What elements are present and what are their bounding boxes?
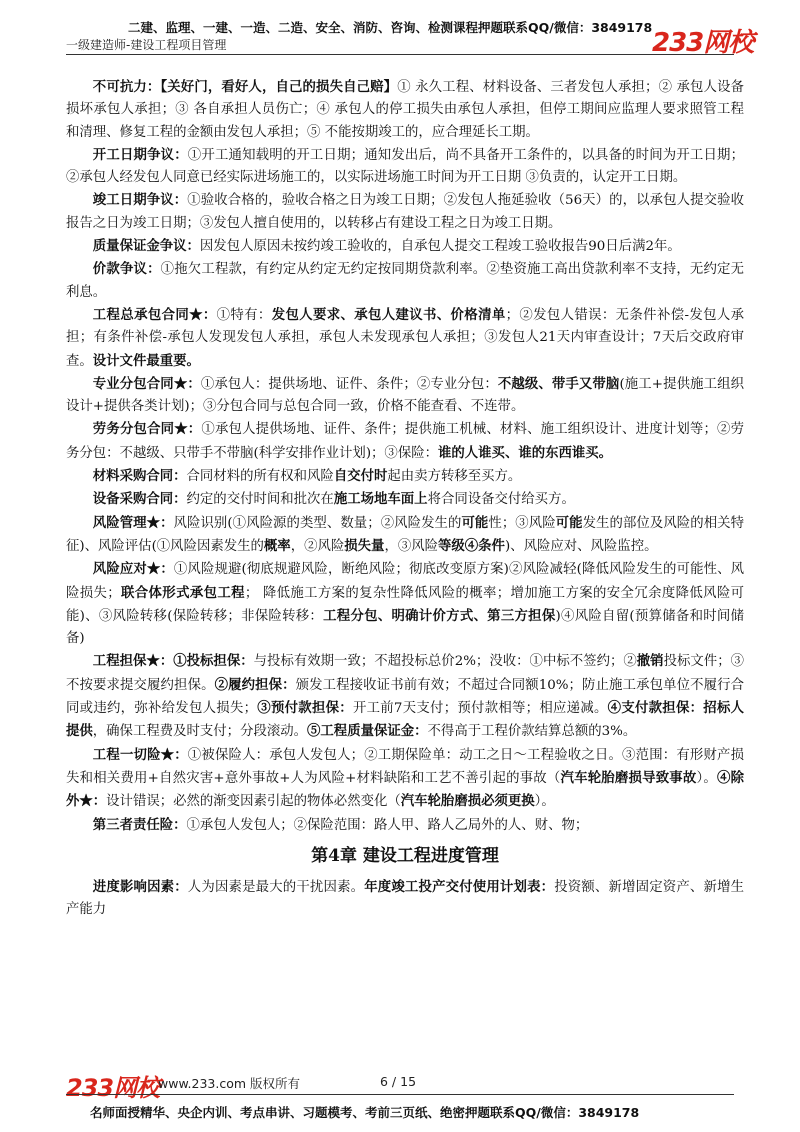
brand-logo[interactable]: 233网校 — [652, 28, 754, 58]
note-text: ①拖欠工程款，有约定从约定无约定按同期贷款利率。②垫资施工高出贷款利率不支持，无约定无利息。 — [66, 262, 745, 300]
key-term: 不越级、带手又带脑 — [497, 375, 620, 392]
note-text: ）。 — [696, 770, 717, 786]
note-text: 投资额、新增固定资产、新增生产能力 — [66, 879, 745, 918]
page-number: 6 / 15 — [380, 1074, 417, 1089]
key-term: ④支付款担保：招标人提供 — [66, 700, 745, 740]
note-text: 发生的部位及风险的相关特征)、风险评估(①风险因素发生的 — [66, 515, 745, 554]
note-paragraph — [66, 465, 744, 488]
footer-divider — [66, 1094, 734, 1095]
key-term: 可能 — [461, 514, 489, 531]
footer-site-copyright[interactable]: www.233.com 版权所有 — [158, 1076, 300, 1091]
note-text: ①承包人发包人；②保险范围：路人甲、路人乙局外的人、财、物； — [186, 817, 589, 833]
note-text: 人为因素是最大的干扰因素。 — [187, 879, 365, 895]
key-term: 进度影响因素： — [92, 878, 188, 895]
key-term: 【关好门，看好人，自己的损失自己赔】 — [160, 79, 398, 95]
note-text: 投标文件；③不按要求提交履约担保。 — [66, 654, 745, 693]
note-text: (施工+提供施工组织设计+提供各类计划)；③分包合同与总包合同一致，价格不能查看、不连带。 — [66, 376, 745, 415]
key-term: 工程一切险★： — [92, 746, 188, 763]
note-text: ①被保险人：承包人发包人；②工期保险单：动工之日～工程验收之日。③范围：有形财产损失和相关费用+自然灾害+意外事故+人为风险+材料缺陷和工艺不善引起的事故（ — [66, 747, 745, 786]
key-term: 开工日期争议： — [92, 146, 188, 163]
note-paragraph — [66, 235, 744, 258]
key-term: 工程分包、明确计价方式、第三方担保 — [323, 607, 556, 624]
key-term: 不可抗力： — [92, 79, 161, 95]
note-text: 约定的交付时间和批次在 — [186, 492, 334, 508]
note-paragraph — [66, 814, 744, 837]
note-text: 不得高于工程价款结算总额的3%。 — [427, 724, 637, 740]
key-term: 工程总承包合同★： — [92, 306, 217, 323]
note-text: )④风险自留(预算储备和时间储备) — [66, 608, 744, 647]
key-term: 材料采购合同： — [92, 468, 187, 485]
note-text: ①特有： — [216, 307, 272, 323]
note-paragraph — [66, 189, 744, 235]
note-text: ①验收合格的，验收合格之日 — [187, 193, 363, 209]
header-promo-text: 二建、监理、一建、一造、二造、安全、消防、咨询、检测课程押题联系QQ/微信：3849178 — [128, 20, 653, 35]
key-term: ①投标担保： — [173, 653, 254, 670]
key-term: ⑤工程质量保证金： — [307, 723, 428, 740]
key-term: 专业分包合同★： — [92, 375, 201, 392]
note-text: ，确保工程费及时支付；分段滚动。 — [92, 724, 308, 740]
note-text: 为竣工日期；②发包人拖延验收（56天）的，以承包人提交验收报告之日为竣工日期；③发包人擅自使用的，以转移占有建设工程之日为竣工日期。 — [66, 193, 744, 231]
note-paragraph — [66, 558, 744, 650]
key-term: 汽车轮胎磨损导致事故 — [560, 769, 697, 786]
key-term: 可能 — [555, 514, 583, 531]
note-text: ①风险规避(彻底规避风险，断绝风险；彻底改变原方案)②风险减轻(降低风险发生的可能性、风险损失； — [66, 562, 745, 601]
note-paragraph — [66, 512, 744, 559]
key-term: 施工场地车面上 — [333, 491, 428, 508]
key-term: 设计文件最重要。 — [92, 352, 200, 369]
key-term: 谁的人谁买、谁的东西谁买。 — [438, 444, 613, 461]
note-text: ；②发包人错误：无条件补偿-发包人承担；有条件补偿-承包人发现发包人承担，承包人未发现承包人承担；③发包人21天内审查设计；7天后交政府审查。 — [66, 307, 745, 369]
key-term: 价款争议： — [92, 261, 161, 278]
key-term: 联合体形式承包工程 — [120, 584, 245, 601]
key-term: 设备采购合同： — [92, 491, 187, 508]
key-term: 概率 — [263, 537, 291, 554]
note-text: ； 降低施工方案的复杂性降低风险的概率；增加施工方案的安全冗余度降低风险可能)、③风险转移(保险转移；非保险转移： — [66, 585, 745, 624]
key-term: 第三者责任险： — [92, 816, 187, 833]
document-body — [66, 76, 744, 921]
header-divider — [66, 54, 734, 55]
key-term: 年度竣工投产交付使用计划表： — [364, 878, 555, 895]
key-term: ②履约担保： — [214, 676, 296, 693]
note-paragraph — [66, 744, 744, 814]
key-term: 损失量 — [344, 537, 385, 554]
key-term: 撤销 — [636, 653, 664, 670]
note-text: 合同材料的所有权和风险 — [186, 469, 334, 485]
note-paragraph — [66, 650, 744, 743]
note-text: )、风险应对、风险监控。 — [504, 538, 658, 554]
note-text: 与投标有效期一致；不超投标总价2%；没收：①中标不签约；② — [253, 654, 637, 670]
note-text: ① 永久工程、材料设备、三者发包人承担；② 承包人设备损坏承包人承担；③ 各自承担人员伤亡；④ 承包人的停工损失由承包人承担，但停工期间应监理人要求照管工程和清理、修复工程的金额由发包人承担；⑤ 不能按期竣工的，应合理延长工期。 — [66, 80, 744, 140]
note-text: ①承包人：提供场地、证件、条件；②专业分包： — [200, 376, 498, 392]
key-term: 发包人要求、承包人建议书、价格清单 — [271, 306, 506, 323]
key-term: 劳务分包合同★： — [92, 421, 202, 438]
note-text: 将合同设备交付给买方。 — [427, 492, 575, 508]
note-paragraph — [66, 258, 744, 304]
key-term: ④除外★： — [66, 769, 744, 810]
note-paragraph — [66, 144, 744, 190]
key-term: 汽车轮胎磨损必须更换 — [400, 793, 535, 810]
chapter-3-notes — [66, 76, 744, 837]
note-text: 风险识别(①风险源的类型、数量；②风险发生的 — [173, 515, 462, 531]
chapter-4-notes — [66, 876, 744, 922]
key-term: 质量保证金争议： — [92, 238, 200, 255]
key-term: 工程担保★： — [92, 653, 174, 670]
note-text: 性；③风险 — [488, 515, 556, 531]
key-term: 竣工日期争议： — [92, 192, 188, 209]
note-text: ，②风险 — [290, 538, 345, 554]
footer-logo[interactable]: 233网校 — [66, 1074, 160, 1102]
note-text: 开工前7天支付；预付款相等；相应递减。 — [352, 701, 608, 717]
note-text: 颁发工程接收证书前有效；不超过合同额10%；防止施工承包单位不履行合同或违约，弥补给发包人损失； — [66, 677, 745, 717]
note-text: ，③风险 — [384, 538, 438, 554]
key-term: 风险管理★： — [92, 514, 174, 531]
key-term: 等级④条件 — [438, 537, 505, 554]
note-text: ①开工通知载明的开工日期；通知发出后，尚不具备开工条件的，以具备的时间为开工日期；②承包人经发包人同意已经实际进场施工的，以实际进场施工时间为开工日期 ③负责的，认定开工日期。 — [66, 147, 745, 186]
key-term: 自交付时 — [333, 468, 388, 485]
note-paragraph — [66, 876, 744, 922]
header-subtitle: 一级建造师-建设工程项目管理 — [66, 38, 227, 52]
footer-promo-text: 名师面授精华、央企内训、考点串讲、习题模考、考前三页纸、绝密押题联系QQ/微信：3849178 — [90, 1105, 640, 1120]
chapter-title: 第4章 建设工程进度管理 — [311, 845, 499, 866]
note-text: 起由卖方转移至买方。 — [387, 469, 522, 485]
note-paragraph — [66, 304, 744, 373]
note-text: ）。 — [534, 794, 555, 810]
note-text: ①承包人提供场地、证件、条件；提供施工机械、材料、施工组织设计、进度计划等；②劳务分包：不越级、只带手不带脑(科学安排作业计划)；③保险： — [66, 422, 745, 461]
key-term: ③预付款担保： — [257, 700, 353, 717]
note-paragraph — [66, 373, 744, 419]
note-paragraph — [66, 76, 744, 144]
note-paragraph — [66, 488, 744, 511]
note-paragraph — [66, 418, 744, 465]
note-text: 因发包人原因未按约竣工验收的，自承包人提交工程竣工验收报告90日后满2年。 — [199, 239, 681, 255]
note-text: 设计错误；必然的渐变因素引起的物体必然变化（ — [106, 794, 401, 810]
key-term: 风险应对★： — [92, 561, 174, 578]
